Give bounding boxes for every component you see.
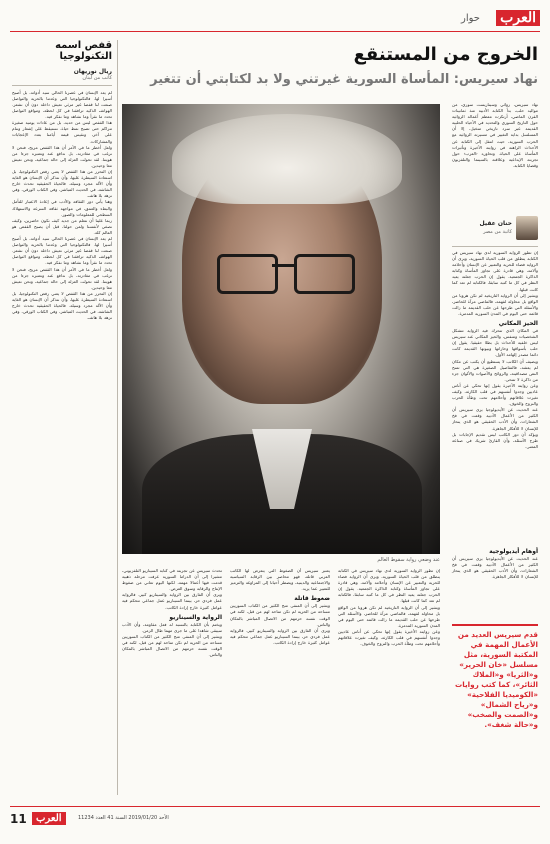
lower-col-3	[338, 568, 440, 793]
sidebar-title: قفص اسمه التكنولوجيا	[55, 40, 112, 62]
sidebar-author-role: كاتب من لبنان	[82, 75, 112, 81]
sidebar-paragraph: إن التحرر من هذا القفص لا يعني رفض التكنولوجيا، بل استعادة السيطرة عليها، وأن نتذكر أن الإنسان هو الغاية وأن الآلة مجرد وسيلة. فالحياة الحقيقية تحدث خارج الشاشة، في الحديث المباشر، وفي الكتاب الورقي، وفي نزهة بلا هاتف.	[12, 290, 112, 321]
right-lower	[452, 545, 538, 580]
photo-caption: عند وضعي رواية سقوط العالم	[377, 557, 440, 563]
body-paragraph: تحدث سيريس عن تجربته في كتابة السيناريو التلفزيوني، مشيرا إلى أن الدراما السورية عرفت مرحلة ذهبية قدمت فيها أعمالا مهمة، لكنها اليوم تعاني من ضغوط الإنتاج والرقابة وسوق العرض.	[122, 568, 222, 592]
author-name: حنان عقيل	[479, 220, 512, 227]
intro-block	[452, 102, 538, 169]
footer-logo: العرب	[32, 812, 66, 825]
subheading: الحيز المكاني	[498, 320, 538, 328]
portrait-photo	[122, 104, 440, 554]
footer	[10, 812, 540, 832]
pull-quote-box	[452, 624, 538, 730]
subheading: الرواية والسيناريو	[169, 613, 222, 621]
lower-col-1	[122, 568, 222, 793]
issue-date: الأحد 2019/01/20 السنة 41 العدد 11234	[78, 815, 169, 821]
sidebar-author: ريال نوريهان	[73, 68, 112, 75]
body-paragraph: وعن روايته الأخيرة يقول إنها تحكي عن أناس عاديين وجدوا أنفسهم في قلب الكارثة، وكيف تغيرت علاقاتهم وأحلامهم تحت وطأة الحرب والنزوح والخوف.	[452, 382, 538, 407]
body-paragraph: ويشير إلى أن الرواية التاريخية لم تكن هروبا من الواقع بل محاولة لفهمه، فالماضي مرآة للحاضر، والأسئلة التي طرحها عن حلب القديمة ما زالت قائمة حتى اليوم في المدن السورية المدمرة.	[338, 604, 440, 628]
footer-rule	[10, 806, 540, 807]
body-paragraph: ويرى أن الفارق بين الرواية والسيناريو كبير، فالرواية عمل فردي حر، بينما السيناريو عمل جماعي تتحكم فيه عوامل كثيرة خارج إرادة الكاتب.	[230, 627, 330, 645]
body-paragraph: ويختم بأن الكتابة بالنسبة له فعل مقاومة، وأن الأدب سيبقى شاهدا على ما جرى مهما طال الزمن.	[122, 621, 222, 633]
glasses-bridge	[272, 264, 294, 267]
newspaper-logo: العرب	[496, 10, 540, 26]
body-paragraph: ويشير إلى أن الرواية التاريخية لم تكن هروبا من الواقع بل محاولة لفهمه، فالماضي مرآة للحاضر، والأسئلة التي طرحها عن حلب القديمة ما زالت قائمة حتى اليوم في المدن السورية المدمرة.	[452, 292, 538, 316]
sidebar-divider	[12, 85, 112, 86]
masthead-rule	[10, 31, 540, 32]
body-paragraph: إن تطور الرواية السورية لدى نهاد سيريس في الكتابة ينطلق من قلب الحياة السورية، ويرى أن الرواية فضاء للحرية والتعبير عن الإنسان وأحلامه وآلامه، وهي قادرة على تجاوز المأساة وكتابة الذاكرة الجمعية. يقول إن الحرب جعلته يعيد النظر في كل ما كتبه سابقا، فالكتابة لم تعد كما كانت قبلها.	[452, 250, 538, 292]
pull-quote: قدم سيريس العديد من الأعمال المهمة في المكتبة السورية، مثل مسلسل «خان الحرير» و«الثريا» و«الملاك الثائر»، كما كتب روايات «الكوميديا الفلاحية» و«رياح الشمال» و«الصمت والصخب» و«حالة شغف».	[455, 630, 538, 729]
sidebar-paragraph: ربما علينا أن نتعلم من جديد كيف نكون حاضرين، وكيف نصغي لأنفسنا ولمن حولنا، قبل أن يصبح القفص هو العالم كله.	[12, 217, 112, 235]
sidebar-paragraph: ولعل أخطر ما في الأمر أن هذا القفص مريح، فنحن لا نرغب في مغادرته، بل ندافع عنه ونعتبره جزءا من هويتنا. لقد تحولت العزلة إلى حالة جماعية، ونحن نعيش معا وحيدين.	[12, 266, 112, 290]
masthead	[10, 10, 540, 30]
subheading: ضغوط قاتلة	[294, 595, 330, 603]
article-deck: نهاد سيريس: المأساة السورية غيرتني ولا بد لكتابتي أن تتغير	[150, 72, 538, 87]
subheading: أوهام أيديولوجية	[489, 548, 538, 555]
sidebar-paragraph: هذا القفص ليس من حديد، بل من عادات يومية صغيرة تتراكم حتى تصبح نمط حياة. نستيقظ على إشعار وننام على آخر، ونقيس قيمة أيامنا بعدد الإعجابات والمشاركات.	[12, 120, 112, 144]
sidebar-byline	[12, 68, 112, 81]
intro-paragraph: نهاد سيريس، روائي وسيناريست سوري، من مواليد حلب، بدأ الكتابة الأدبية منذ ثمانينات القرن الماضي، أرتكزت معظم أعماله الروائية حول التاريخ السوري والتحديد في الأحياء الحلبية القديمة عبر سرد تاريخي متخيل، إلا أن المسلسل بداية التغيير في مسيرته الروائية مع الحرب السورية، حيث انتقل إلى الكتابة عن الأحداث الراهنة في روايته الأخيرة وتأثيرات المأساة على الحياة. وتحاوره ‹العرب› حول تجربته الإبداعية وعلاقته بالسينما والتلفزيون وقضايا الكتابة.	[452, 102, 538, 168]
column-divider	[117, 40, 118, 795]
page-number: 11	[10, 812, 27, 826]
hair-shape	[172, 114, 402, 204]
sidebar-paragraph: لم يعد الإنسان في عصرنا الحالي سيد أدواته، بل أصبح أسيرا لها. فالتكنولوجيا التي وعدتنا بالحرية والتواصل صنعت لنا قفصا غير مرئي نعيش داخله دون أن نشعر. الهواتف الذكية ترافقنا في كل لحظة، ومواقع التواصل تحدد ما نقرأ وما نشاهد وما نفكر فيه.	[12, 236, 112, 266]
body-paragraph: ويضيف أن الكاتب لا يستطيع أن يكتب عن مكان لم يعشه، فالتفاصيل الصغيرة هي التي تمنح النص مصداقيته، والروائح والأصوات والألوان جزء من ذاكرة لا تمحى.	[452, 358, 538, 382]
body-paragraph: ويرى أن الفارق بين الرواية والسيناريو كبير، فالرواية عمل فردي حر، بينما السيناريو عمل جماعي تتحكم فيه عوامل كثيرة خارج إرادة الكاتب.	[122, 592, 222, 610]
body-paragraph: عند الحديث عن الأيديولوجيا يرى سيريس أن الكثير من الأعمال الأدبية وقعت في فخ الشعارات، وأن الأدب الحقيقي هو الذي ينحاز للإنسان لا للأفكار الجاهزة.	[452, 407, 538, 431]
lower-col-2	[230, 568, 330, 793]
sidebar-column	[12, 40, 112, 790]
glasses-left	[217, 254, 278, 294]
section-label: حوار	[461, 13, 480, 24]
glasses-right	[294, 254, 355, 294]
body-paragraph: عند الحديث عن الأيديولوجيا يرى سيريس أن الكثير من الأعمال الأدبية وقعت في فخ الشعارات، وأن الأدب الحقيقي هو الذي ينحاز للإنسان لا للأفكار الجاهزة.	[452, 556, 538, 580]
body-paragraph: ويشير إلى أن المنفى منح الكثير من الكتاب السوريين مساحة من الحرية لم تكن متاحة لهم من قبل، لكنه في الوقت نفسه حرمهم من الاتصال المباشر بالمكان والناس.	[230, 603, 330, 627]
sidebar-paragraph: ولعل أخطر ما في الأمر أن هذا القفص مريح، فنحن لا نرغب في مغادرته، بل ندافع عنه ونعتبره جزءا من هويتنا. لقد تحولت العزلة إلى حالة جماعية، ونحن نعيش معا وحيدين.	[12, 144, 112, 168]
page-title: الخروج من المستنقع	[353, 44, 538, 65]
body-paragraph: إن تطور الرواية السورية لدى نهاد سيريس في الكتابة ينطلق من قلب الحياة السورية، ويرى أن الرواية فضاء للحرية والتعبير عن الإنسان وأحلامه وآلامه، وهي قادرة على تجاوز المأساة وكتابة الذاكرة الجمعية. يقول إن الحرب جعلته يعيد النظر في كل ما كتبه سابقا، فالكتابة لم تعد كما كانت قبلها.	[338, 568, 440, 604]
avatar	[516, 216, 538, 240]
body-paragraph: يعتبر سيريس أن الضغوط التي يتعرض لها الكاتب العربي قاتلة، فهو محاصر بين الرقابة السياسية والاجتماعية والدينية، ويضطر أحيانا إلى المراوغة والترميز للتعبير عما يريد.	[230, 568, 330, 592]
sidebar-paragraph: وهنا يأتي دور الثقافة والأدب في إعادة الاعتبار للتأمل والبطء والعمق، في مواجهة ثقافة السرعة والاستهلاك السطحي للمعلومات والصور.	[12, 199, 112, 217]
body-paragraph: في المكان الذي تتحرك فيه الرواية تتشكل الشخصيات وتتنفس، والحيز المكاني عند سيريس ليس خلفية للأحداث بل بطلا حقيقيا. يقول إن حلب بأسواقها وحاراتها وبيوتها القديمة كانت دائما مصدر إلهامه الأول.	[452, 328, 538, 358]
body-paragraph: ويؤكد أن دور الكاتب ليس تقديم الإجابات بل طرح الأسئلة، وأن القارئ شريك في صناعة المعنى.	[452, 431, 538, 449]
author-role: كاتبة من مصر	[483, 229, 512, 235]
byline-divider	[452, 246, 538, 247]
author-byline	[452, 216, 538, 242]
body-paragraph: ويشير إلى أن المنفى منح الكثير من الكتاب السوريين مساحة من الحرية لم تكن متاحة لهم من قبل، لكنه في الوقت نفسه حرمهم من الاتصال المباشر بالمكان والناس.	[122, 633, 222, 658]
right-column-body	[452, 250, 538, 540]
body-paragraph: وعن روايته الأخيرة يقول إنها تحكي عن أناس عاديين وجدوا أنفسهم في قلب الكارثة، وكيف تغيرت علاقاتهم وأحلامهم تحت وطأة الحرب والنزوح والخوف.	[338, 628, 440, 647]
sidebar-paragraph: إن التحرر من هذا القفص لا يعني رفض التكنولوجيا، بل استعادة السيطرة عليها، وأن نتذكر أن الإنسان هو الغاية وأن الآلة مجرد وسيلة. فالحياة الحقيقية تحدث خارج الشاشة، في الحديث المباشر، وفي الكتاب الورقي، وفي نزهة بلا هاتف.	[12, 169, 112, 199]
sidebar-paragraph: لم يعد الإنسان في عصرنا الحالي سيد أدواته، بل أصبح أسيرا لها. فالتكنولوجيا التي وعدتنا بالحرية والتواصل صنعت لنا قفصا غير مرئي نعيش داخله دون أن نشعر. الهواتف الذكية ترافقنا في كل لحظة، ومواقع التواصل تحدد ما نقرأ وما نشاهد وما نفكر فيه.	[12, 89, 112, 120]
